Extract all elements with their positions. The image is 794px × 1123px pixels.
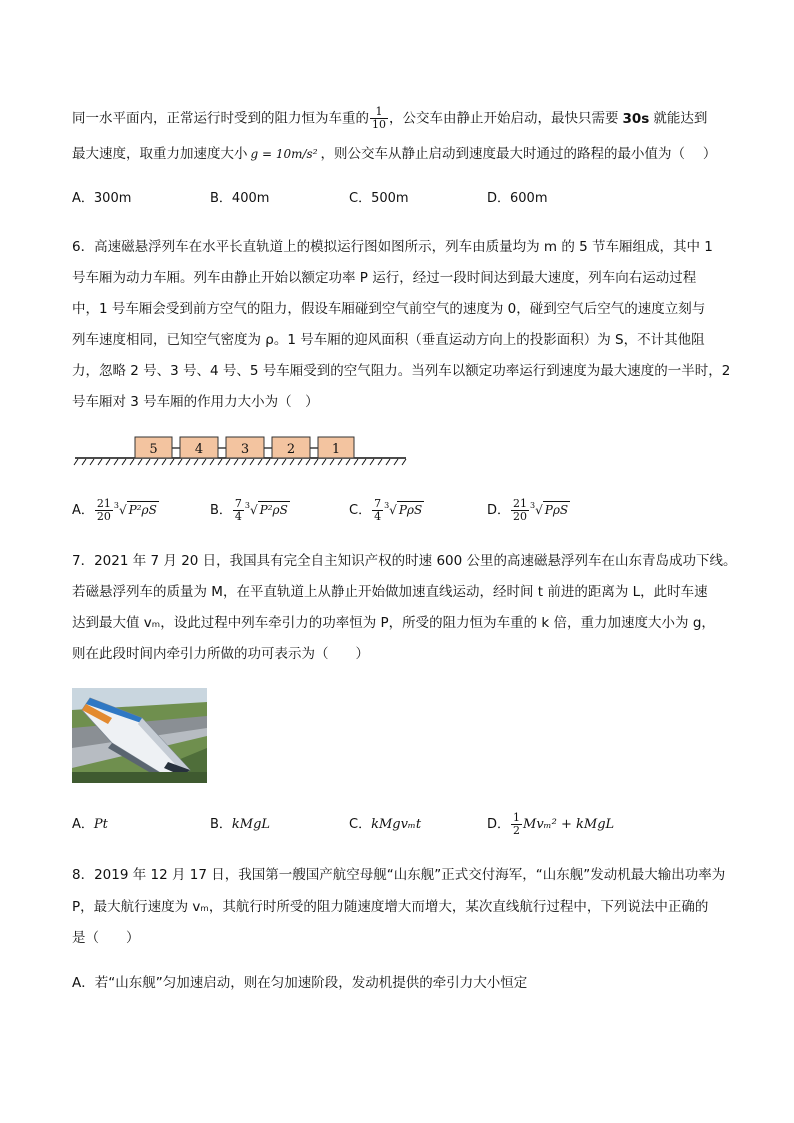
option-text: 300m	[93, 191, 132, 206]
option-label: C．	[349, 503, 372, 518]
q7-line-3: 达到最大值 vₘ，设此过程中列车牵引力的功率恒为 P，所受的阻力恒为车重的 k 倍，重力加速度大小为 g，	[72, 615, 715, 631]
option-label: C．	[349, 817, 372, 832]
q5-option-a[interactable]	[72, 189, 131, 209]
option-text: Pt	[93, 817, 108, 832]
q5-text: 最大速度，取重力加速度大小	[72, 146, 248, 162]
car-3	[226, 437, 264, 458]
option-text: 400m	[231, 191, 270, 206]
car-5	[135, 437, 172, 458]
option-coefficient	[372, 498, 383, 523]
q5-text: 就能达到	[653, 110, 708, 127]
option-label: A．	[72, 817, 94, 832]
radicand: PρS	[544, 503, 569, 517]
q6-line-5: 力，忽略 2 号、3 号、4 号、5 号车厢受到的空气阻力。当列车以额定功率运行到速度为最大速度的一半时，2	[72, 363, 731, 379]
q6-option-b[interactable]	[210, 496, 290, 523]
car-2	[272, 437, 310, 458]
option-label: D．	[487, 503, 511, 518]
fraction-numerator: 7	[234, 497, 242, 510]
car-label: 2	[286, 442, 296, 457]
fraction-numerator: 21	[96, 497, 111, 510]
car-4	[180, 437, 218, 458]
fraction-numerator: 21	[513, 497, 528, 510]
q5-line-1	[72, 106, 707, 131]
q7-line-1: 7．2021 年 7 月 20 日，我国具有完全自主知识产权的时速 600 公里的高速磁悬浮列车在山东青岛成功下线。	[72, 553, 737, 569]
option-text: 500m	[371, 191, 409, 206]
q5-gravity: g = 10m/s²	[250, 147, 318, 161]
q5-text: 同一水平面内，正常运行时受到的阻力恒为车重的	[72, 110, 369, 127]
cube-root: $^3$√ PρS	[530, 501, 569, 517]
q5-text: ，则公交车从静止启动到速度最大时通过的路程的最小值为（ ）	[320, 146, 717, 162]
q6-line-6: 号车厢对 3 号车厢的作用力大小为（ ）	[72, 394, 319, 410]
option-text: kMgvₘt	[371, 817, 422, 832]
fraction-denominator: 2	[513, 824, 521, 837]
cube-root: $^3$√ P²ρS	[244, 501, 288, 517]
cube-root: $^3$√ P²ρS	[113, 501, 157, 517]
q6-line-1: 6．高速磁悬浮列车在水平长直轨道上的模拟运行图如图所示，列车由质量均为 m 的 5 节车厢组成，其中 1	[72, 239, 713, 255]
option-coefficient	[95, 498, 113, 523]
q6-option-a[interactable]	[72, 496, 159, 523]
fraction-numerator: 1	[370, 106, 388, 119]
fraction-denominator: 20	[513, 510, 528, 523]
q7-option-c[interactable]	[349, 815, 421, 835]
option-label: A．	[72, 191, 94, 206]
maglev-train-diagram	[72, 432, 412, 468]
option-label: B．	[210, 817, 232, 832]
q8-line-3: 是（ ）	[72, 930, 140, 946]
q8-option-a[interactable]: A．若“山东舰”匀加速启动，则在匀加速阶段，发动机提供的牵引力大小恒定	[72, 975, 528, 991]
q5-line-2	[72, 144, 716, 164]
q5-fraction	[370, 106, 388, 131]
q6-option-d[interactable]	[487, 496, 570, 523]
q7-option-a[interactable]	[72, 815, 108, 835]
q5-option-c[interactable]	[349, 189, 409, 209]
fraction-denominator: 20	[96, 510, 111, 523]
option-label: B．	[210, 503, 232, 518]
radicand: P²ρS	[128, 503, 157, 517]
fraction-denominator: 4	[374, 510, 382, 523]
q6-line-3: 中，1 号车厢会受到前方空气的阻力，假设车厢碰到空气前空气的速度为 0，碰到空气后空气的速度立刻与	[72, 301, 706, 317]
q5-time: 30s	[622, 110, 650, 127]
fraction-numerator: 1	[513, 811, 521, 824]
cube-root: $^3$√ PρS	[384, 501, 423, 517]
q7-option-b[interactable]	[210, 815, 270, 835]
option-label: D．	[487, 817, 511, 832]
fraction-denominator: 4	[234, 510, 242, 523]
option-label: A．	[72, 503, 94, 518]
car-1	[318, 437, 354, 458]
q5-option-b[interactable]	[210, 189, 269, 209]
option-text: Mvₘ² + kMgL	[523, 817, 615, 832]
option-coefficient	[511, 812, 522, 837]
q8-line-2: P，最大航行速度为 vₘ，其航行时所受的阻力随速度增大而增大，某次直线航行过程中，下列说法中正确的	[72, 899, 709, 915]
q7-line-4: 则在此段时间内牵引力所做的功可表示为（ ）	[72, 646, 369, 662]
option-label: D．	[487, 191, 511, 206]
track-ground	[74, 458, 406, 465]
q6-line-2: 号车厢为动力车厢。列车由静止开始以额定功率 P 运行，经过一段时间达到最大速度，列车向右运动过程	[72, 270, 697, 286]
radicand: P²ρS	[259, 503, 288, 517]
fraction-denominator: 10	[372, 118, 386, 131]
option-text: 600m	[510, 191, 548, 206]
radicand: PρS	[398, 503, 423, 517]
q5-text: ，公交车由静止开始启动，最快只需要	[389, 110, 619, 127]
q6-option-c[interactable]	[349, 496, 424, 523]
q7-option-d[interactable]	[487, 812, 614, 837]
q5-option-d[interactable]	[487, 189, 548, 209]
option-coefficient	[233, 498, 244, 523]
q7-line-2: 若磁悬浮列车的质量为 M，在平直轨道上从静止开始做加速直线运动，经时间 t 前进的距离为 L，此时车速	[72, 584, 708, 600]
maglev-train-photo	[72, 688, 207, 783]
option-text: kMgL	[231, 817, 271, 832]
car-label: 5	[149, 442, 158, 457]
fraction-numerator: 7	[374, 497, 382, 510]
q6-line-4: 列车速度相同，已知空气密度为 ρ。1 号车厢的迎风面积（垂直运动方向上的投影面积）为 S，不计其他阻	[72, 332, 705, 348]
car-label: 1	[331, 442, 341, 457]
car-label: 4	[194, 442, 204, 457]
option-coefficient	[511, 498, 529, 523]
option-label: C．	[349, 191, 372, 206]
car-label: 3	[240, 442, 250, 457]
q8-line-1: 8．2019 年 12 月 17 日，我国第一艘国产航空母舰“山东舰”正式交付海军，“山东舰”发动机最大输出功率为	[72, 867, 726, 883]
option-label: B．	[210, 191, 232, 206]
